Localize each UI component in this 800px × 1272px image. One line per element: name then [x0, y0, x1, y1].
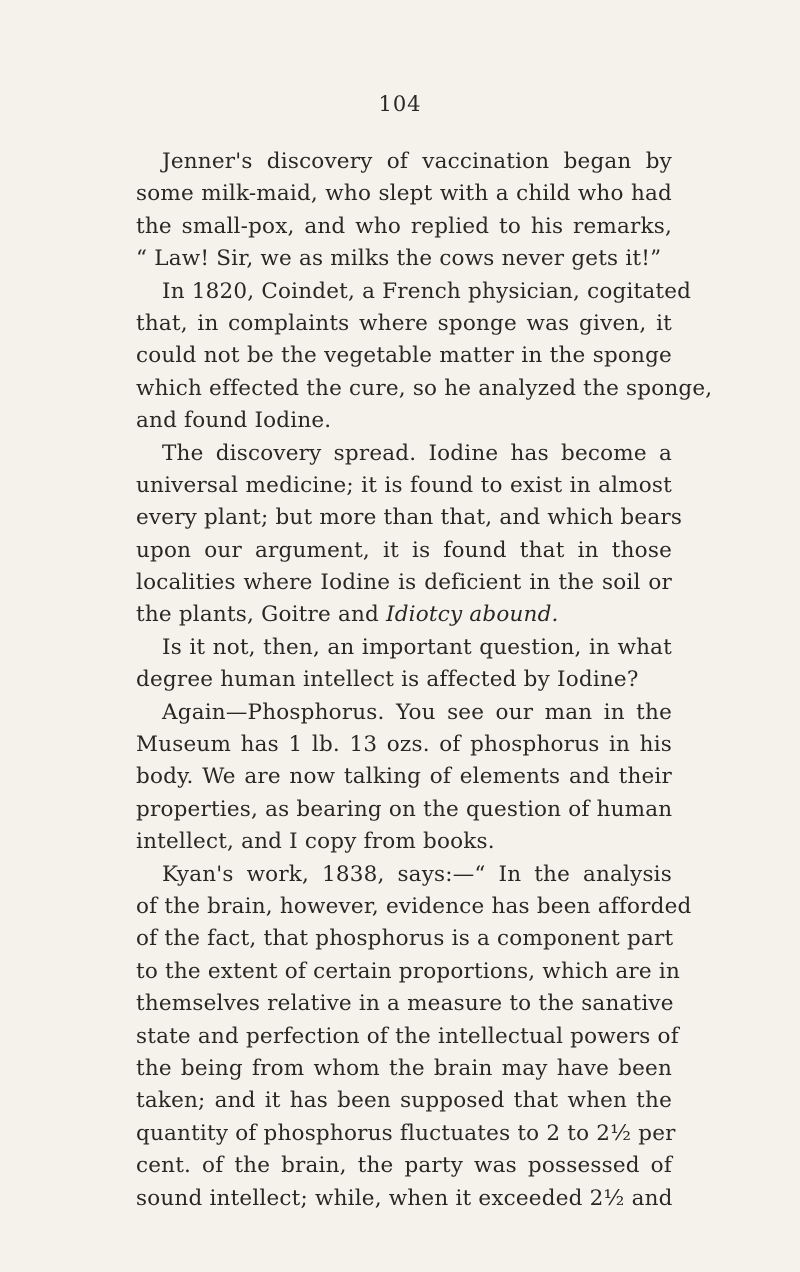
text-line-content: of the brain, however, evidence has been afforded	[136, 893, 692, 919]
text-line	[136, 859, 672, 891]
text-line-content: cent. of the brain, the party was possessed of	[136, 1153, 672, 1179]
text-line-content: the small-pox, and who replied to his remarks,	[136, 213, 672, 239]
text-line-content: Kyan's work, 1838, says:—“ In the analysis	[162, 861, 672, 887]
text-line	[136, 664, 672, 696]
text-line-content: sound intellect; while, when it exceeded 2½ and	[136, 1185, 673, 1211]
page-number: 104	[378, 92, 422, 116]
text-line	[136, 599, 672, 631]
text-line-content: upon our argument, it is found that in those	[136, 537, 672, 563]
text-line-content: Is it not, then, an important question, in what	[162, 634, 672, 660]
text-line	[136, 826, 672, 858]
text-line	[136, 1053, 672, 1085]
text-line-content: themselves relative in a measure to the sanative	[136, 991, 674, 1017]
text-line-content: Museum has 1 lb. 13 ozs. of phosphorus in his	[136, 732, 672, 758]
text-line	[136, 1183, 672, 1215]
text-line-content: “ Law! Sir, we as milks the cows never gets it!”	[136, 246, 662, 272]
text-line	[136, 761, 672, 793]
text-line-content: intellect, and I copy from books.	[136, 829, 495, 855]
text-line	[136, 438, 672, 470]
text-line-content: In 1820, Coindet, a French physician, cogitated	[162, 278, 692, 304]
text-line-content: body. We are now talking of elements and their	[136, 764, 672, 790]
text-line	[136, 405, 672, 437]
text-line-content: to the extent of certain proportions, which are in	[136, 958, 680, 984]
text-line	[136, 243, 672, 275]
text-line	[136, 373, 713, 405]
text-line-content: the being from whom the brain may have been	[136, 1055, 672, 1081]
text-line-content: Jenner's discovery of vaccination began by	[162, 149, 672, 174]
text-line	[136, 1021, 679, 1053]
text-line-emphasis: Idiotcy abound.	[386, 602, 559, 628]
text-line	[136, 1118, 676, 1150]
text-line-content: quantity of phosphorus fluctuates to 2 to 2½ per	[136, 1120, 676, 1146]
text-line-content: which effected the cure, so he analyzed the sponge,	[136, 375, 713, 401]
text-line-content: every plant; but more than that, and which bears	[136, 505, 683, 531]
text-line	[136, 470, 672, 502]
body-text	[136, 146, 713, 1215]
text-line	[136, 632, 672, 664]
text-line	[136, 340, 672, 372]
text-line-content: of the fact, that phosphorus is a component part	[136, 926, 674, 952]
text-line	[136, 276, 692, 308]
text-line-content: The discovery spread. Iodine has become a	[162, 440, 672, 466]
text-line	[136, 146, 672, 178]
text-line-content: and found Iodine.	[136, 408, 332, 434]
text-line-content: the plants, Goitre and	[136, 602, 387, 628]
text-line-content: some milk-maid, who slept with a child who had	[136, 181, 672, 207]
text-line	[136, 956, 680, 988]
text-line-content: that, in complaints where sponge was given, it	[136, 310, 672, 336]
text-line	[136, 211, 672, 243]
text-line-content: Again—Phosphorus. You see our man in the	[162, 699, 672, 725]
text-line	[136, 567, 672, 599]
text-line	[136, 891, 692, 923]
text-line	[136, 308, 672, 340]
text-line	[136, 729, 672, 761]
text-line	[136, 1150, 672, 1182]
text-line-content: properties, as bearing on the question of human	[136, 796, 673, 822]
text-line-content: taken; and it has been supposed that when the	[136, 1088, 672, 1114]
text-line-content: state and perfection of the intellectual powers of	[136, 1023, 679, 1049]
text-line	[136, 535, 672, 567]
text-line	[136, 794, 672, 826]
text-line	[136, 1085, 672, 1117]
text-line-content: could not be the vegetable matter in the sponge	[136, 343, 672, 369]
text-line	[136, 502, 683, 534]
text-line	[136, 697, 672, 729]
text-line	[136, 923, 672, 955]
text-line-content: degree human intellect is affected by Iodine?	[136, 667, 639, 693]
text-line-content: universal medicine; it is found to exist in almost	[136, 472, 672, 498]
text-line	[136, 178, 672, 210]
text-line	[136, 988, 672, 1020]
text-line-content: localities where Iodine is deficient in the soil or	[136, 570, 672, 596]
